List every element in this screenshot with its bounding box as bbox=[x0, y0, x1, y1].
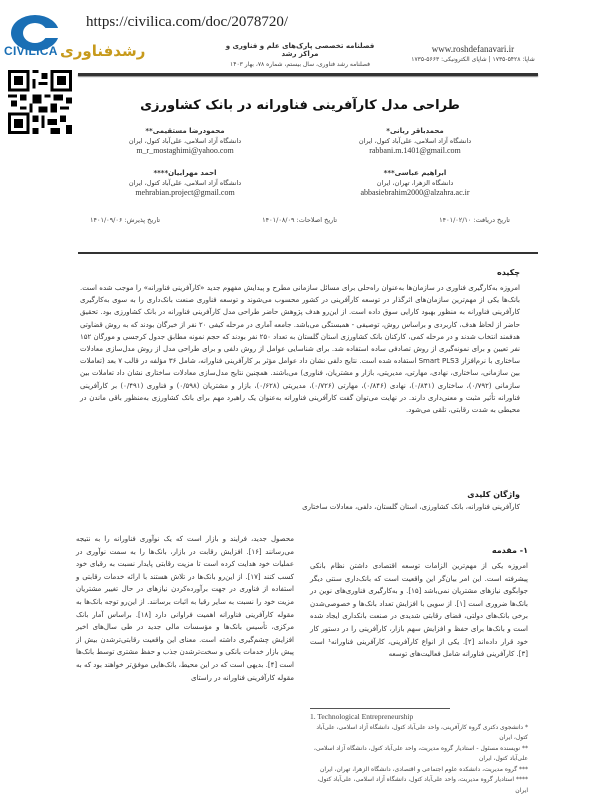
footnote-english: 1. Technological Entrepreneurship bbox=[310, 712, 414, 721]
paper-title: طراحی مدل کارآفرینی فناورانه در بانک کشاورزی bbox=[140, 98, 460, 113]
abstract-heading: چکیده bbox=[496, 268, 520, 277]
journal-logo: رشدفناوری bbox=[60, 42, 146, 60]
keywords-heading: واژگان کلیدی bbox=[467, 490, 520, 499]
footnote-divider bbox=[310, 708, 450, 709]
keywords-text: کارآفرینی فناورانه، بانک کشاورزی، استان گلستان، دلفی، معادلات ساختاری bbox=[302, 503, 520, 511]
journal-name: فصلنامه تخصصی پارک‌های علم و فناوری و مراکز رشد bbox=[225, 42, 375, 58]
footnote-item: ** نویسنده مسئول - استادیار گروه مدیریت، واحد علی‌آباد کتول، دانشگاه آزاد اسلامی، علی‌آباد کتول، ایران bbox=[313, 744, 528, 762]
author-4 bbox=[100, 168, 270, 198]
qr-code-icon bbox=[8, 70, 72, 134]
footnotes bbox=[310, 712, 528, 796]
author-affiliation: دانشگاه آزاد اسلامی، علی‌آباد کتول، ایران bbox=[128, 137, 242, 145]
journal-issue: فصلنامه رشد فناوری، سال بیستم، شماره ۷۸، بهار ۱۴۰۳ bbox=[230, 61, 370, 68]
author-name: محمودرضا مستقیمی** bbox=[145, 127, 225, 135]
author-1 bbox=[330, 126, 500, 156]
journal-header bbox=[220, 42, 380, 68]
intro-heading: ۱- مقدمه bbox=[491, 546, 528, 555]
author-affiliation: دانشگاه الزهرا، تهران، ایران bbox=[376, 179, 454, 187]
abstract-text: امروزه به‌کارگیری فناوری در سازمان‌ها به‌عنوان راه‌حلی برای مسائل سازمانی مطرح و پیدایش مفهوم جدید «کارآفرینی فناورانه» را موجب شده است. بانک‌ها یکی از مهم‌ترین سازمان‌های اثرگذار در توسعه کارآفرینی در کشور محسوب می‌شوند و توسعه فناوری صنعت بانک‌داری را به سوی به‌کارگیری کارآفرینی فناورانه به منظور بهبود کارایی سوق داده است. از این‌رو هدف پژوهش حاضر طراحی مدل کارآفرینی فناورانه در بانک کشاورزی بود. تحقیق حاضر از لحاظ هدف، کاربردی و براساس روش، توصیفی - همبستگی می‌باشد. جامعه آماری در مرحله کیفی ۲۰ نفر از خبرگان بودند که به روش قضاوتی هدفمند انتخاب شدند و در مرحله کمی، کارکنان بانک کشاورزی استان گلستان به تعداد ۲۵۰ نفر بودند که حجم نمونه مطابق جدول کرجسی و مورگان ۱۵۲ نفر تعیین و برای نمونه‌گیری از روش تصادفی ساده استفاده شد. برای شناسایی عوامل از روش دلفی و برای طراحی مدل از روش مدل‌سازی معادلات ساختاری با نرم‌افزار Smart PLS3 استفاده شده است. نتایج دلفی نشان داد عوامل مؤثر بر کارآفرینی فناورانه، شامل ۳۶ مؤلفه در قالب ۷ بعد (تعاملات بین سازمانی، ساختاری، نهادی، مهارتی، مدیریتی، بازار و مشتریان، فناوری) می‌باشند. همچنین نتایج مدل‌سازی معادلات ساختاری نشان داد تعاملات بین سازمانی (۰/۷۹۲)، ساختاری (۰/۸۴۱)، نهادی (۰/۸۴۶)، مهارتی (۰/۷۲۶)، مدیریتی (۰/۶۲۸)، بازار و مشتریان (۰/۵۹۸) و فناوری (۰/۴۹۱) بر کارآفرینی فناورانه تأثیر مثبت و معنی‌داری دارند. در نهایت می‌توان گفت کارآفرینی فناورانه به‌عنوان یک راهبرد مهم برای بانک کشاورزی به‌منظور باقی ماندن در محیطی به شدت رقابتی، تلقی می‌شود. bbox=[80, 284, 521, 415]
section-divider bbox=[78, 252, 538, 254]
footnote-item: **** استادیار گروه مدیریت، واحد علی‌آباد کتول، دانشگاه آزاد اسلامی، علی‌آباد کتول، ایران bbox=[317, 776, 528, 794]
author-2 bbox=[100, 126, 270, 156]
journal-info bbox=[408, 44, 538, 63]
journal-issn: شاپا: ۵۴۲۸-۱۷۳۵ | شاپای الکترونیکی: ۵۶۶۳-۱۷۳۵ bbox=[411, 56, 535, 63]
journal-website[interactable]: www.roshdefanavari.ir bbox=[431, 44, 515, 54]
civilica-brand: CIVILICA bbox=[4, 44, 58, 58]
intro-column-left: محصول جدید، فرایند و بازار است که یک نوآوری فناورانه را به نتیجه می‌رسانند [۱۶]. افزایش رقابت در بازار، بانک‌ها را به سمت نوآوری در عملیات خود هدایت کرده است تا مزیت رقابتی پایدار نسبت به رقبای خود کسب کنند [۱۷]. از این‌رو بانک‌ها در تلاش هستند با ارائه خدمات رقابتی و استفاده از فناوری در جهت برآورده‌کردن نیازهای در حال تغییر مشتریان مزیت خود را نسبت به سایر رقبا به اثبات برسانند. از این‌رو توجه بانک‌ها به مقوله کارآفرینی فناورانه اهمیت فراوانی دارد [۱۸]. براساس آمار بانک مرکزی، تأسیس بانک‌ها و مؤسسات مالی جدید در طی سال‌های اخیر افزایش چشم‌گیری داشته است. معنای این واقعیت رقابتی‌ترشدن بیش از پیش بازار خدمات بانکی و سخت‌ترشدن جذب و حفظ مشتری توسط بانک‌ها است [۴]. بدیهی است که در این محیط، بانک‌هایی موفق‌تر خواهند بود که به مقوله کارآفرینی فناورانه در راستای bbox=[76, 535, 295, 682]
intro-column-right: امروزه یکی از مهم‌ترین الزامات توسعه اقتصادی داشتن نظام بانکی پیشرفته است. این امر بیان‌گر این واقعیت است که بانک‌داری سنتی دیگر جوابگوی نیازهای مشتریان نمی‌باشد [۱۵]. و به‌کارگیری فناوری‌های نوین در بانک‌ها ضروری است [۱]. از سویی با افزایش تعداد بانک‌ها و خصوصی‌شدن برخی بانک‌های دولتی، فضای رقابتی شدیدی در صنعت بانکداری ایجاد شده است و بانک‌ها برای حفظ و افزایش سهم بازار، کارآفرینی را در دستور کار خود قرار داده‌اند [۲]. یکی از انواع کارآفرینی، کارآفرینی فناورانه¹ است [۳]. کارآفرینی فناورانه شامل فعالیت‌های توسعه bbox=[310, 562, 528, 659]
footnote-item: *** گروه مدیریت، دانشکده علوم اجتماعی و اقتصادی، دانشگاه الزهرا، تهران، ایران bbox=[319, 765, 528, 773]
footnote-item: * دانشجوی دکتری گروه کارآفرینی، واحد علی‌آباد کتول، دانشگاه آزاد اسلامی، علی‌آباد کتول، ایران bbox=[316, 723, 528, 741]
author-name: محمدباقر ربانی* bbox=[386, 127, 444, 135]
date-accepted: تاریخ پذیرش: ۱۴۰۱/۰۹/۰۶ bbox=[90, 216, 161, 224]
author-email[interactable]: abbasiebrahim2000@alzahra.ac.ir bbox=[360, 188, 470, 197]
author-email[interactable]: rabbani.m.1401@gmail.com bbox=[369, 146, 461, 155]
header-divider bbox=[78, 73, 538, 76]
author-name: احمد مهرابیان**** bbox=[153, 169, 217, 177]
date-received: تاریخ دریافت: ۱۴۰۱/۰۲/۱۰ bbox=[439, 216, 510, 224]
author-3 bbox=[330, 168, 500, 198]
author-affiliation: دانشگاه آزاد اسلامی، علی‌آباد کتول، ایران bbox=[128, 179, 242, 187]
date-revised: تاریخ اصلاحات: ۱۴۰۱/۰۸/۰۹ bbox=[262, 216, 338, 224]
paper-dates bbox=[90, 216, 510, 224]
author-affiliation: دانشگاه آزاد اسلامی، علی‌آباد کتول، ایران bbox=[358, 137, 472, 145]
document-url[interactable]: https://civilica.com/doc/2078720/ bbox=[86, 14, 289, 30]
author-name: ابراهیم عباسی*** bbox=[383, 169, 447, 177]
author-email[interactable]: m_r_mostaghimi@yahoo.com bbox=[136, 146, 234, 155]
author-email[interactable]: mehrabian.project@gmail.com bbox=[135, 188, 235, 197]
